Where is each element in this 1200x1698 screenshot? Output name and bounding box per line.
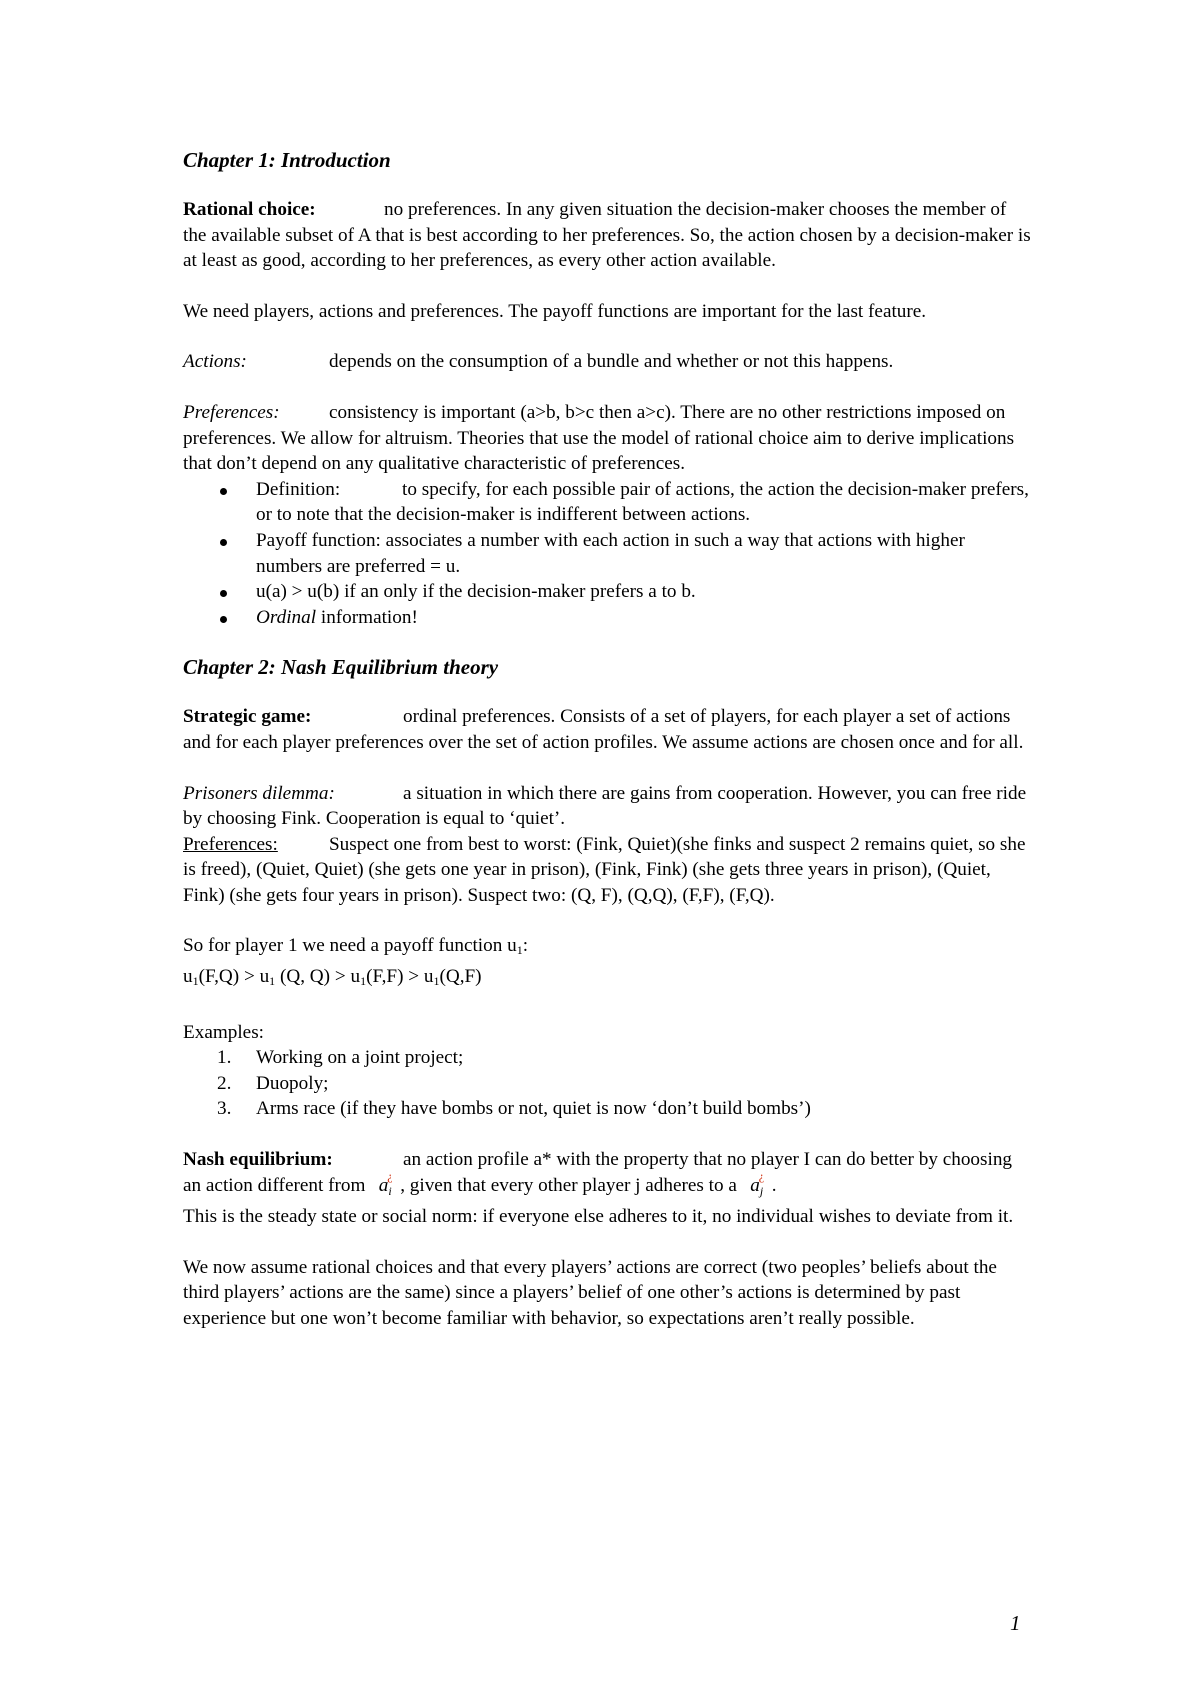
ineq-u: u	[423, 966, 434, 988]
example-item	[183, 1096, 1033, 1122]
math-base: a	[378, 1174, 389, 1196]
page-number: 1	[1010, 1611, 1021, 1635]
rational-choice-label: Rational choice:	[183, 199, 316, 220]
prisoners-dilemma-label: Prisoners dilemma:	[183, 782, 335, 804]
example-number: 3.	[217, 1098, 232, 1120]
ineq-term: (Q,F)	[439, 966, 482, 988]
payoff-function-text: Payoff function: associates a number with each action in such a way that actions with higher numbers are preferred = u.	[256, 529, 965, 577]
math-star: ¿	[387, 1168, 393, 1183]
ineq-u: u	[183, 966, 193, 988]
strategic-game-text: ordinal preferences. Consists of a set of players, for each player a set of actions and for each player preferences over the set of action profiles. We assume actions are chosen once and for all.	[183, 706, 1024, 753]
example-number: 2.	[217, 1072, 232, 1094]
example-item	[183, 1071, 1033, 1097]
bullet-payoff-function	[183, 528, 1033, 579]
ineq-u: u	[350, 966, 361, 988]
examples-list	[183, 1045, 1033, 1122]
actions-paragraph	[183, 349, 1033, 375]
definition-text: to specify, for each possible pair of actions, the action the decision-maker prefers, or to note that the decision-maker is indifferent between actions.	[256, 478, 1029, 526]
ineq-u: u	[259, 966, 270, 988]
ordinal-word: Ordinal	[256, 606, 317, 628]
need-paragraph: We need players, actions and preferences. The payoff functions are important for the last feature.	[183, 300, 927, 322]
example-number: 1.	[217, 1047, 232, 1069]
definition-label: Definition:	[256, 478, 341, 500]
nash-equilibrium-label: Nash equilibrium:	[183, 1149, 333, 1171]
ineq-sub: 1	[269, 974, 276, 989]
payoff-inequality	[183, 964, 1033, 995]
ineq-sub: 1	[433, 974, 440, 989]
chapter-1-title: Chapter 1: Introduction	[183, 148, 391, 172]
bullet-icon	[220, 590, 227, 597]
rational-choice-text: no preferences. In any given situation the decision-maker chooses the member of the available subset of A that is best according to her preferences. So, the action chosen by a decision-maker is at least as good, according to her preferences, as every other action available.	[183, 199, 1031, 272]
preferences-text: consistency is important (a>b, b>c then a>c). There are no other restrictions imposed on preferences. We allow for altruism. Theories that use the model of rational choice aim to derive implications that don’t depend on any qualitative characteristic of preferences.	[183, 401, 1015, 475]
example-text: Arms race (if they have bombs or not, quiet is now ‘don’t build bombs’)	[256, 1098, 811, 1120]
bullet-icon	[220, 539, 227, 546]
ineq-term: (F,Q) >	[198, 966, 260, 988]
bullet-ordinal	[183, 605, 1033, 631]
suspect-preferences-label: Preferences:	[183, 833, 278, 855]
chapter-2-title: Chapter 2: Nash Equilibrium theory	[183, 655, 499, 680]
strategic-game-label: Strategic game:	[183, 706, 312, 728]
u-relation-text: u(a) > u(b) if an only if the decision-maker prefers a to b.	[256, 581, 696, 603]
payoff-intro	[183, 933, 1033, 964]
suspect-preferences-paragraph	[183, 832, 1033, 909]
preferences-bullet-list	[183, 477, 1033, 631]
payoff-intro-end: :	[522, 935, 529, 957]
bullet-icon	[220, 616, 227, 623]
math-star: ¿	[758, 1168, 765, 1183]
example-item	[183, 1045, 1033, 1071]
bullet-icon	[220, 488, 227, 495]
preferences-label: Preferences:	[183, 401, 280, 423]
math-a-j-star	[742, 1168, 772, 1205]
assumption-paragraph: We now assume rational choices and that every players’ actions are correct (two peoples’ beliefs about the third players’ actions are the same) since a players’ belief of one other’s actions is determined by past experience but one won’t become familiar with behavior, so expectations aren’t really possible.	[183, 1256, 997, 1329]
math-sub: j	[759, 1183, 764, 1198]
nash-equilibrium-paragraph	[183, 1147, 1033, 1204]
actions-label: Actions:	[183, 351, 247, 373]
math-base: a	[750, 1174, 760, 1196]
nash-text-3: .	[771, 1174, 777, 1196]
document-page	[183, 146, 1033, 1332]
example-text: Working on a joint project;	[256, 1047, 464, 1069]
nash-text-2: , given that every other player j adheres to a	[400, 1174, 737, 1196]
ineq-term: (Q, Q) >	[275, 966, 351, 988]
suspect-preferences-text: Suspect one from best to worst: (Fink, Quiet)(she finks and suspect 2 remains quiet, so she is freed), (Quiet, Quiet) (she gets one year in prison), (Fink, Fink) (she gets three years in prison), (Quiet, Fink) (she gets four years in prison). Suspect two: (Q, F), (Q,Q), (F,F), (F,Q).	[183, 833, 1026, 906]
example-text: Duopoly;	[256, 1072, 329, 1094]
ineq-sub: 1	[360, 974, 367, 989]
prisoners-dilemma-paragraph	[183, 781, 1033, 832]
ineq-term: (F,F) >	[366, 966, 424, 988]
nash-text-1: an action profile a* with the property that no player I can do better by choosing an action different from	[183, 1149, 1013, 1196]
math-a-i-star	[370, 1168, 400, 1205]
actions-text: depends on the consumption of a bundle and whether or not this happens.	[329, 351, 894, 373]
ordinal-text: information!	[316, 606, 418, 628]
examples-label: Examples:	[183, 1021, 264, 1043]
payoff-intro-sub: 1	[516, 943, 523, 958]
math-sub: i	[388, 1183, 392, 1198]
bullet-definition	[183, 477, 1033, 528]
preferences-paragraph	[183, 400, 1033, 477]
nash-steady-state: This is the steady state or social norm: if everyone else adheres to it, no individual wishes to deviate from it.	[183, 1206, 1014, 1228]
strategic-game-paragraph	[183, 704, 1033, 755]
ineq-sub: 1	[192, 974, 199, 989]
prisoners-dilemma-text: a situation in which there are gains from cooperation. However, you can free ride by choosing Fink. Cooperation is equal to ‘quiet’.	[183, 782, 1027, 830]
bullet-u-relation	[183, 579, 1033, 605]
rational-choice-paragraph	[183, 197, 1033, 274]
payoff-intro-text: So for player 1 we need a payoff function u	[183, 935, 517, 957]
